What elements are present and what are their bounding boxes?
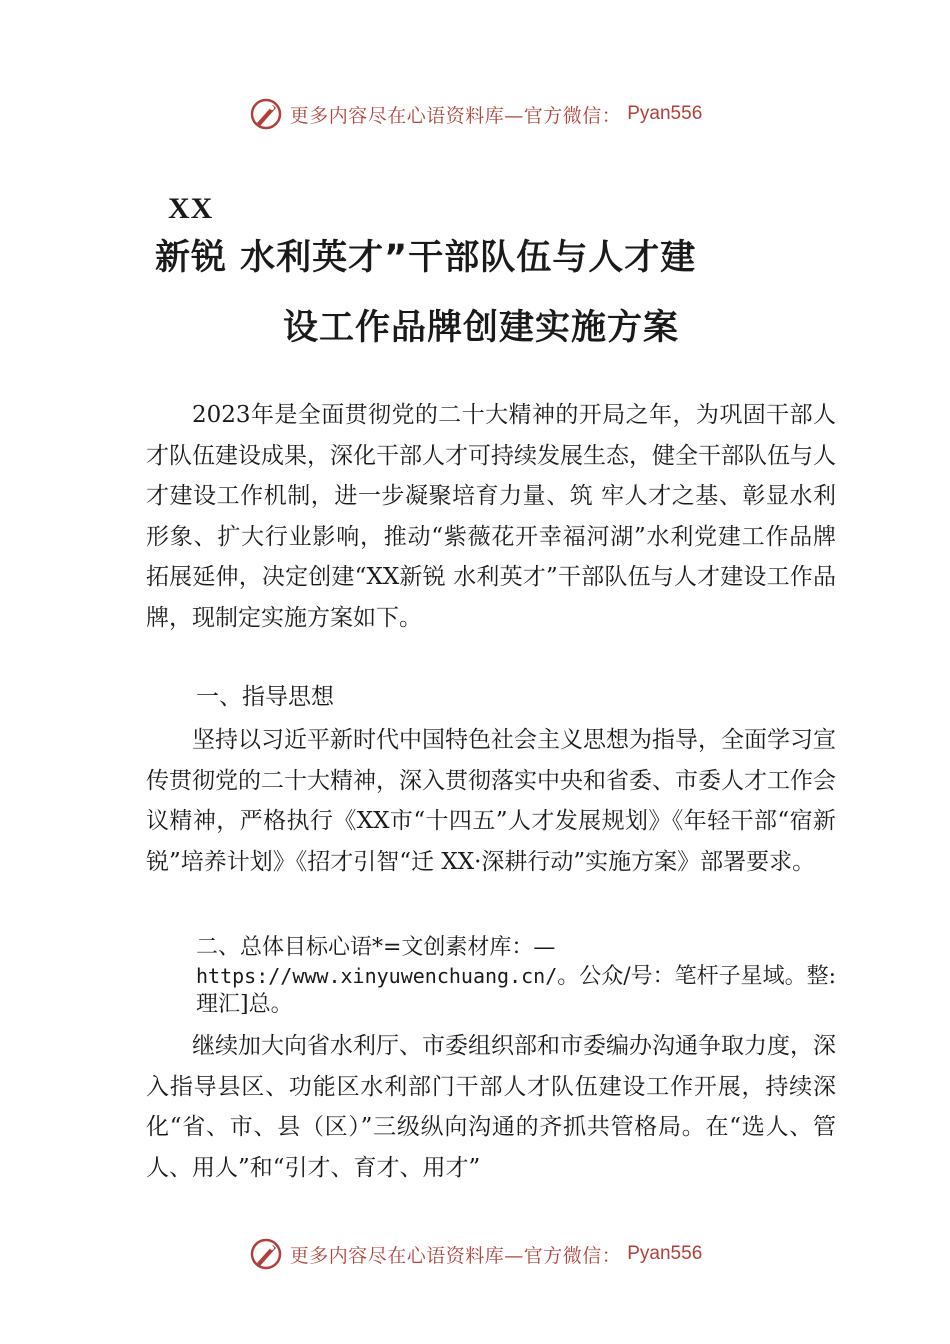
title-line-2: 设工作品牌创建实施方案: [283, 308, 680, 348]
intro-paragraph: [146, 395, 836, 638]
watermark-text: 更多内容尽在心语资料库—官方微信：: [289, 104, 622, 127]
overall-goal-text: 继续加大向省水利厅、市委组织部和市委编办沟通争取力度，深入指导县区、功能区水利部门干部人才队伍建设工作开展，持续深化“省、市、县（区）”三级纵向沟通的齐抓共管格局。在“选人、管人、用人”和“引才、育才、用才”: [146, 1033, 836, 1181]
title-line-1: 新锐 水利英才”干部队伍与人才建: [155, 238, 697, 278]
pen-nib-logo-icon: [248, 1236, 284, 1272]
watermark-wechat-id: Pyan556: [627, 103, 703, 124]
intro-paragraph-text: 2023年是全面贯彻党的二十大精神的开局之年，为巩固干部人才队伍建设成果，深化干部人才可持续发展生态，健全干部队伍与人才建设工作机制，进一步凝聚培育力量、筑 牢人才之基、彰显水利形象、扩大行业影响，推动“紫薇花开幸福河湖”水利党建工作品牌拓展延伸，决定创建“XX新锐 水利英才”干部队伍与人才建设工作品牌，现制定实施方案如下。: [146, 402, 836, 631]
section-heading-1: [146, 677, 836, 718]
watermark-banner-top: [0, 92, 950, 136]
section-heading-2-prefix: 二、总体目标心语*=文创素材库：—: [196, 935, 556, 960]
section-heading-2-url: https://www.xinyuwenchuang.cn/: [196, 964, 558, 988]
watermark-text: 更多内容尽在心语资料库—官方微信：: [289, 1244, 622, 1267]
section-heading-2: [146, 934, 846, 1019]
watermark-banner-bottom: [0, 1232, 950, 1276]
title-prefix: XX: [168, 192, 214, 225]
section-heading-1-text: 一、指导思想: [196, 684, 334, 710]
overall-goal-paragraph: [146, 1026, 836, 1188]
watermark-wechat-id: Pyan556: [627, 1243, 703, 1264]
section-heading-2-suffix: 。公众/号：笔杆子星域。整:理汇]总。: [196, 964, 837, 1017]
pen-nib-logo-icon: [248, 96, 284, 132]
guiding-ideology-paragraph: [146, 720, 836, 882]
guiding-ideology-text: 坚持以习近平新时代中国特色社会主义思想为指导，全面学习宣传贯彻党的二十大精神，深入贯彻落实中央和省委、市委人才工作会议精神，严格执行《XX市“十四五”人才发展规划》《年轻干部“宿新锐”培养计划》《招才引智“迁 XX·深耕行动”实施方案》部署要求。: [146, 727, 836, 875]
